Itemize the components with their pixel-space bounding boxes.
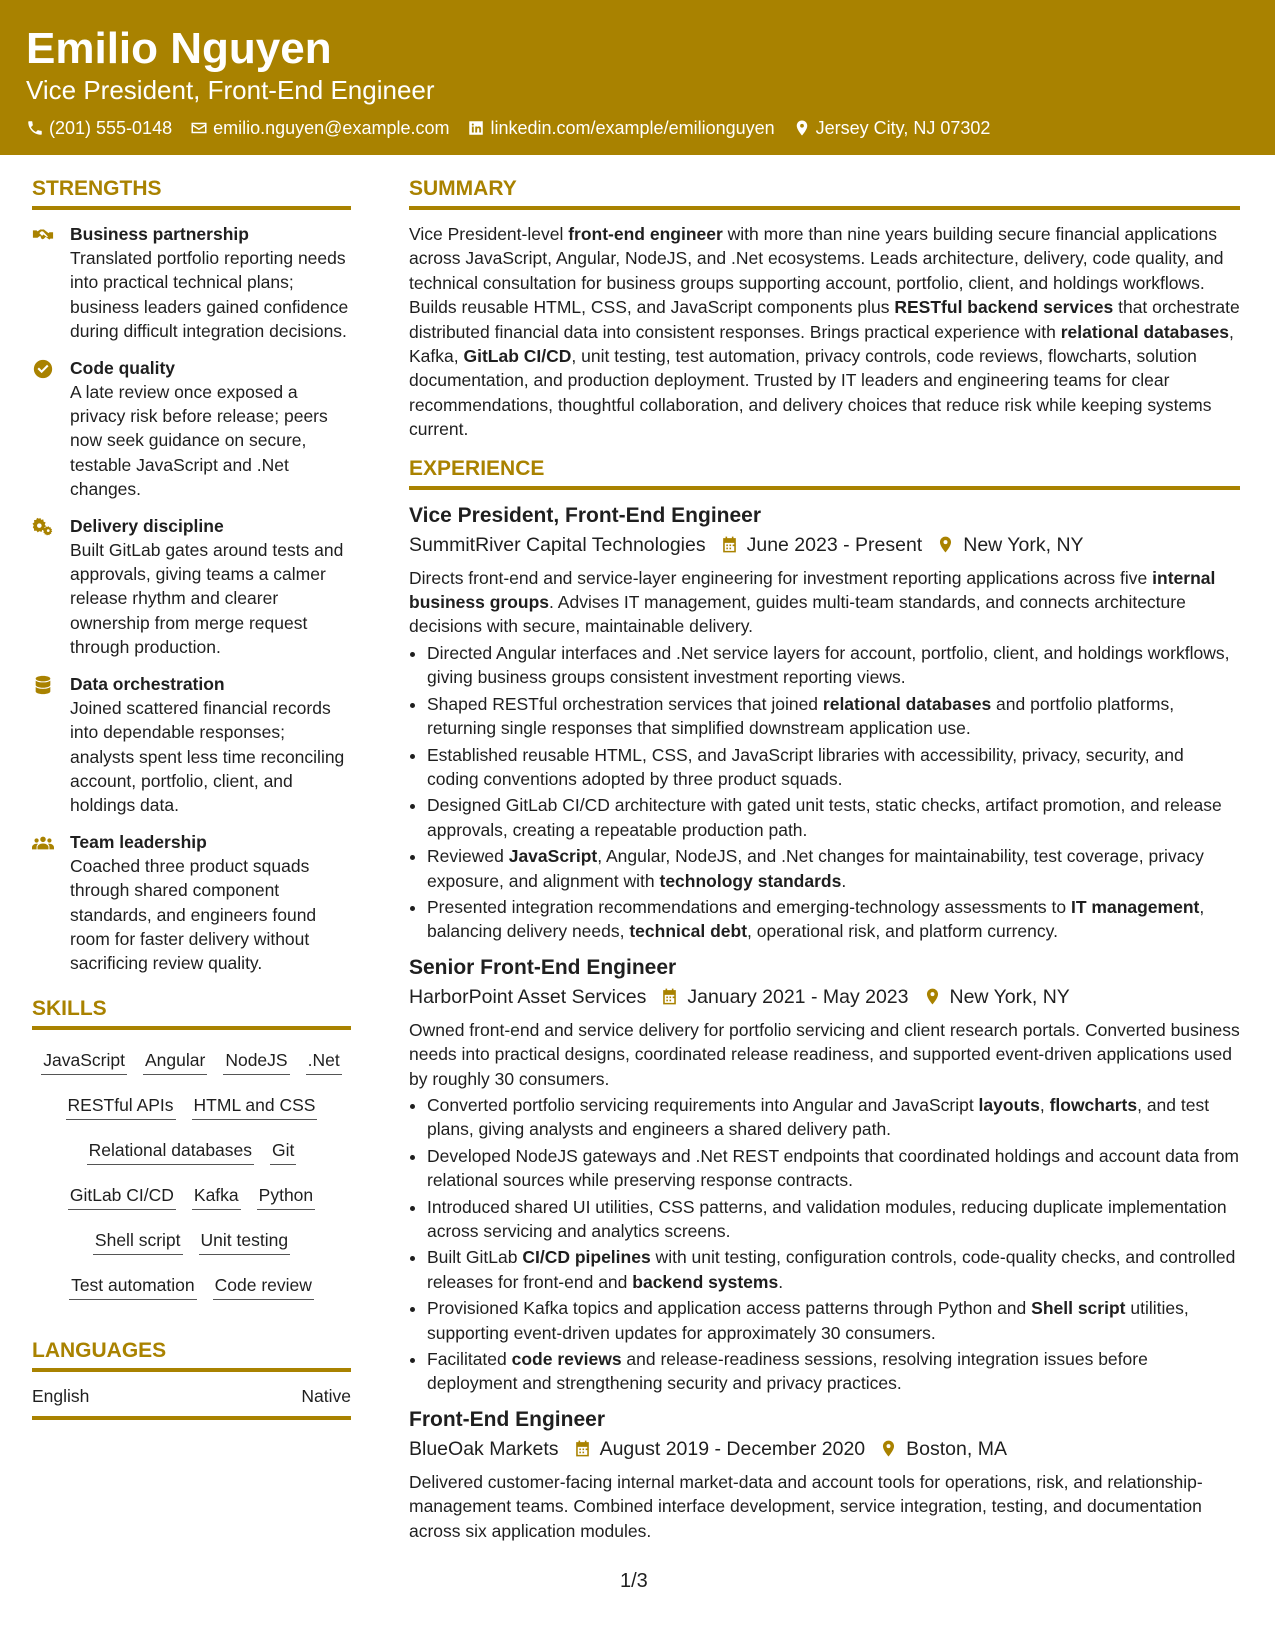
job-entry (409, 1406, 1240, 1543)
job-bullet: • Introduced shared UI utilities, CSS patterns, and validation modules, reducing duplicate implementation across servicing and analytics screens. (427, 1195, 1240, 1244)
job-bullet: • Converted portfolio servicing requirements into Angular and JavaScript layouts, flowcharts, and test plans, giving analysts and engineers a shared delivery path. (427, 1093, 1240, 1142)
job-title: Senior Front-End Engineer (409, 955, 677, 979)
strength-desc: A late review once exposed a privacy risk before release; peers now seek guidance on secure, testable JavaScript and .Net changes. (70, 381, 328, 500)
job-entry (409, 954, 1240, 1396)
job-bullet: • Directed Angular interfaces and .Net service layers for account, portfolio, client, and holdings workflows, giving business groups consistent investment reporting views. (427, 641, 1240, 690)
phone-icon (26, 119, 44, 137)
skill-tag: Angular (143, 1048, 207, 1075)
calendar-icon (660, 987, 679, 1006)
users-icon (32, 832, 54, 854)
summary-heading: SUMMARY (409, 176, 1240, 210)
job-entry (409, 502, 1240, 944)
strength-title: Business partnership (70, 224, 249, 244)
job-bullet: • Shaped RESTful orchestration services that joined relational databases and portfolio platforms, returning single responses that simplified downstream application use. (427, 692, 1240, 741)
sidebar (32, 176, 351, 1420)
skills-heading: SKILLS (32, 996, 351, 1030)
skill-tag: .Net (306, 1048, 342, 1075)
strength-desc: Translated portfolio reporting needs into practical technical plans; business leaders gained confidence during difficult integration decisions. (70, 248, 349, 342)
strength-title: Code quality (70, 357, 176, 378)
skill-tag: JavaScript (41, 1048, 127, 1075)
skill-tag: Kafka (192, 1183, 241, 1210)
database-icon (32, 674, 54, 696)
skill-tag: Test automation (69, 1273, 197, 1300)
job-company: BlueOak Markets (409, 1437, 559, 1460)
strength-title: Team leadership (70, 831, 207, 852)
languages-heading: LANGUAGES (32, 1338, 351, 1372)
job-title: Vice President, Front-End Engineer (409, 503, 762, 527)
candidate-name: Emilio Nguyen (26, 24, 332, 73)
job-bullets (409, 641, 1240, 944)
map-pin-icon (936, 535, 955, 554)
job-location: Boston, MA (906, 1437, 1007, 1460)
skill-tag: Git (270, 1138, 296, 1165)
job-meta (409, 982, 1240, 1012)
job-dates: January 2021 - May 2023 (687, 985, 909, 1008)
skill-tag: Shell script (93, 1228, 183, 1255)
skill-tag: Relational databases (87, 1138, 254, 1165)
job-description: Directs front-end and service-layer engineering for investment reporting applications across five internal business groups. Advises IT management, guides multi-team standards, and connects architecture decisions with secure, maintainable delivery. (409, 567, 1216, 637)
strength-desc: Coached three product squads through shared component standards, and engineers found room for faster delivery without sacrificing review quality. (70, 855, 317, 974)
job-bullet: • Reviewed JavaScript, Angular, NodeJS, and .Net changes for maintainability, test coverage, privacy exposure, and alignment with technology standards. (427, 844, 1240, 893)
page-number: 1/3 (620, 1570, 648, 1592)
calendar-icon (573, 1439, 592, 1458)
job-company: HarborPoint Asset Services (409, 985, 647, 1008)
language-name: English (32, 1385, 90, 1406)
language-level: Native (301, 1385, 351, 1406)
job-company: SummitRiver Capital Technologies (409, 533, 706, 556)
skill-tag: RESTful APIs (66, 1093, 176, 1120)
strength-item (32, 222, 351, 344)
job-bullets (409, 1093, 1240, 1396)
job-description: Owned front-end and service delivery for portfolio servicing and client research portals. Converted business needs into practical designs, coordinated release readiness, and supported event-driven applications used by roughly 30 consumers. (409, 1019, 1240, 1089)
linkedin-icon (467, 119, 485, 137)
language-row (32, 1384, 351, 1420)
gears-icon (32, 516, 54, 538)
job-location: New York, NY (949, 985, 1070, 1008)
contact-linkedin[interactable] (467, 118, 774, 139)
strengths-heading: STRENGTHS (32, 176, 351, 210)
strength-title: Data orchestration (70, 673, 225, 694)
job-bullet: • Designed GitLab CI/CD architecture with gated unit tests, static checks, artifact promotion, and release approvals, creating a repeatable production path. (427, 793, 1240, 842)
contact-location (793, 118, 991, 139)
job-bullet: • Built GitLab CI/CD pipelines with unit testing, configuration controls, code-quality checks, and controlled releases for front-end and backend systems. (427, 1245, 1240, 1294)
phone-text: (201) 555-0148 (49, 117, 173, 138)
contact-bar (26, 114, 1008, 142)
strength-title: Delivery discipline (70, 515, 224, 536)
handshake-icon (32, 224, 54, 246)
envelope-icon (190, 119, 208, 137)
strength-item (32, 672, 351, 818)
map-pin-icon (879, 1439, 898, 1458)
location-text: Jersey City, NJ 07302 (815, 117, 991, 138)
experience-list (409, 502, 1240, 1543)
skill-tag: GitLab CI/CD (68, 1183, 176, 1210)
linkedin-text[interactable]: linkedin.com/example/emilionguyen (490, 117, 775, 138)
skill-tag: Python (257, 1183, 315, 1210)
strength-item (32, 356, 351, 502)
job-dates: June 2023 - Present (746, 533, 923, 556)
summary-text: Vice President-level front-end engineer with more than nine years building secure financial applications across JavaScript, Angular, NodeJS, and .Net ecosystems. Leads architecture, delivery, code quality, and technical consultation for business groups supporting account, portfolio, client, and holdings workflows. Builds reusable HTML, CSS, and JavaScript components plus RESTful backend services that orchestrate distributed financial data into consistent responses. Brings practical experience with relational databases, Kafka, GitLab CI/CD, unit testing, test automation, privacy controls, code reviews, flowcharts, solution documentation, and production deployment. Trusted by IT leaders and engineering teams for clear recommendations, thoughtful collaboration, and delivery choices that reduce risk while keeping systems current. (409, 224, 1240, 440)
job-bullet: • Provisioned Kafka topics and application access patterns through Python and Shell script utilities, supporting event-driven updates for approximately 30 consumers. (427, 1296, 1240, 1345)
experience-heading: EXPERIENCE (409, 456, 1240, 490)
strength-desc: Joined scattered financial records into dependable responses; analysts spent less time reconciling account, portfolio, client, and holdings data. (70, 697, 345, 816)
resume-header (0, 0, 1275, 155)
main-column (409, 176, 1240, 1553)
job-meta (409, 1434, 1240, 1464)
job-description: Delivered customer-facing internal market-data and account tools for operations, risk, and relationship-management teams. Combined interface development, service integration, testing, and documentation across six application modules. (409, 1471, 1203, 1541)
job-meta (409, 530, 1240, 560)
job-title: Front-End Engineer (409, 1407, 605, 1431)
job-bullet: • Presented integration recommendations and emerging-technology assessments to IT management, balancing delivery needs, technical debt, operational risk, and platform currency. (427, 895, 1240, 944)
email-text[interactable]: emilio.nguyen@example.com (213, 117, 450, 138)
calendar-icon (720, 535, 739, 554)
skill-tag: Code review (213, 1273, 314, 1300)
job-location: New York, NY (963, 533, 1084, 556)
skills-list (32, 1042, 351, 1312)
contact-phone (26, 118, 172, 139)
job-dates: August 2019 - December 2020 (599, 1437, 866, 1460)
strength-item (32, 514, 351, 660)
map-pin-icon (793, 119, 811, 137)
candidate-title: Vice President, Front-End Engineer (26, 75, 435, 105)
job-bullet: • Developed NodeJS gateways and .Net REST endpoints that coordinated holdings and account data from relational sources while preserving response contracts. (427, 1144, 1240, 1193)
strength-item (32, 830, 351, 976)
map-pin-icon (923, 987, 942, 1006)
skill-tag: HTML and CSS (192, 1093, 318, 1120)
job-bullet: • Facilitated code reviews and release-readiness sessions, resolving integration issues before deployment and strengthening security and privacy practices. (427, 1347, 1240, 1396)
job-bullet: • Established reusable HTML, CSS, and JavaScript libraries with accessibility, privacy, security, and coding conventions adopted by three product squads. (427, 743, 1240, 792)
contact-email[interactable] (190, 118, 449, 139)
skill-tag: NodeJS (223, 1048, 289, 1075)
strength-desc: Built GitLab gates around tests and approvals, giving teams a calmer release rhythm and clearer ownership from merge request through production. (70, 539, 344, 658)
check-circle-icon (32, 358, 54, 380)
skill-tag: Unit testing (199, 1228, 291, 1255)
